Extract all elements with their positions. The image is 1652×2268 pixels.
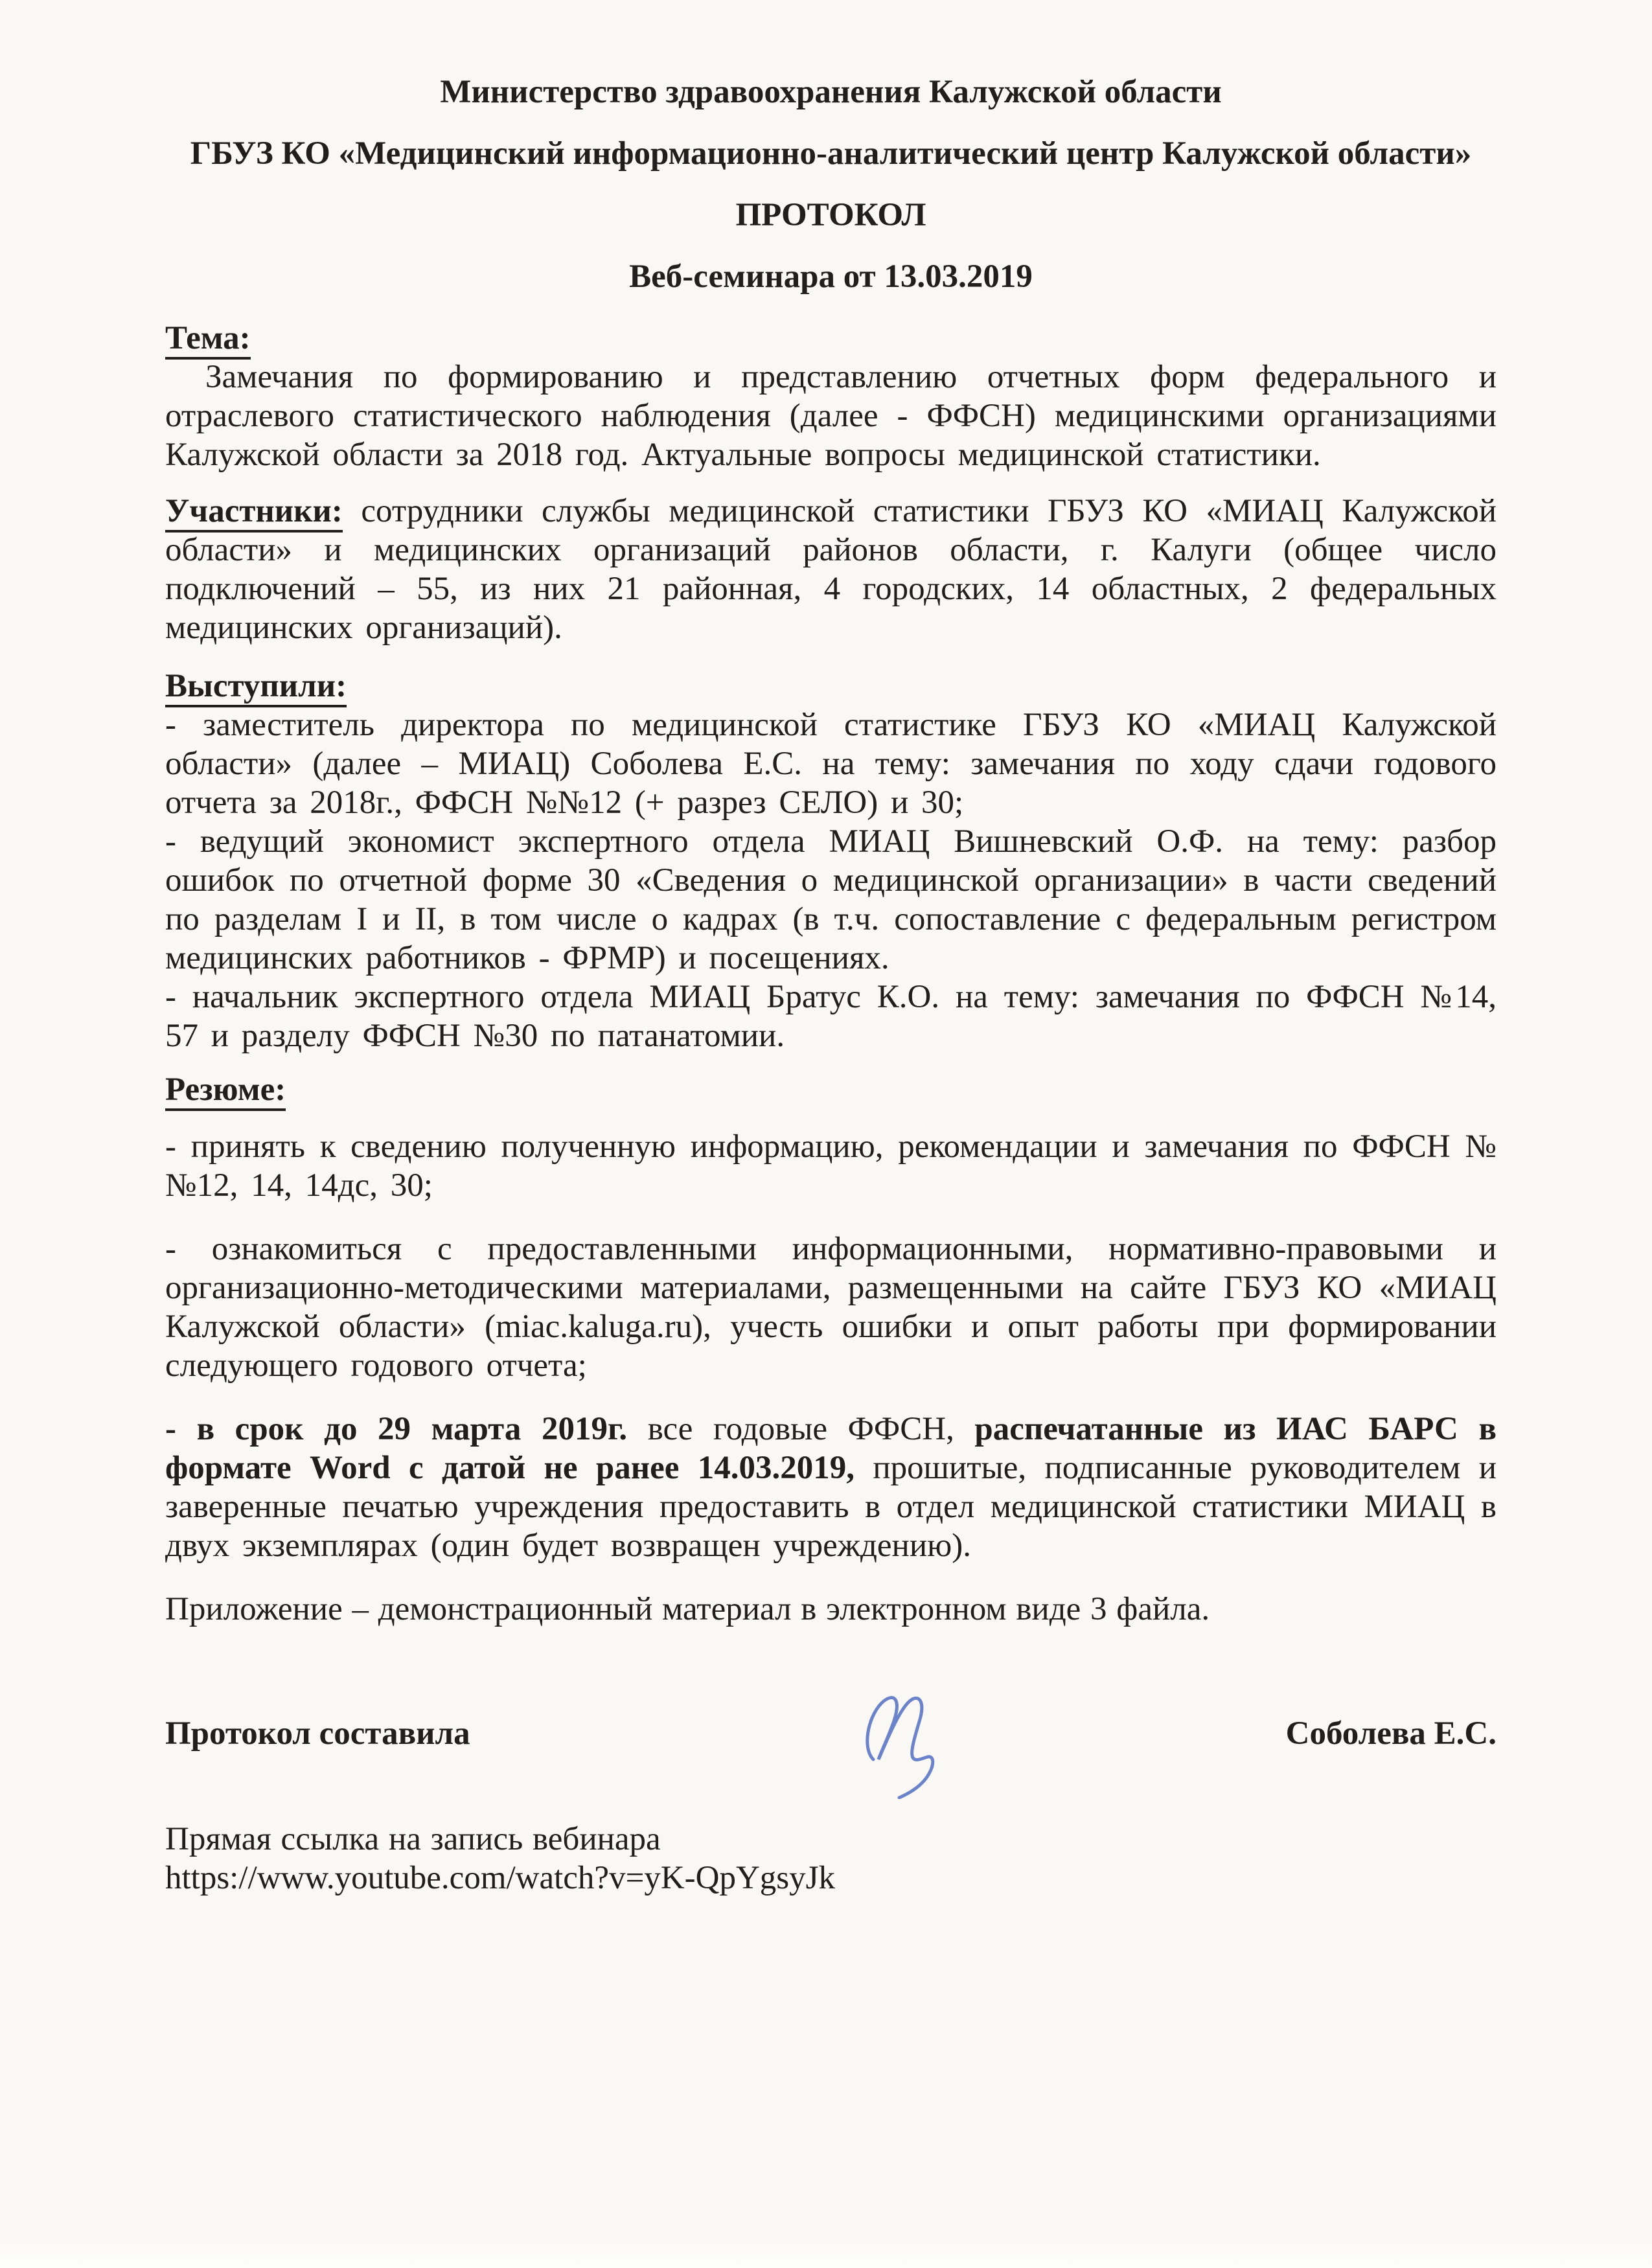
doc-type-title: ПРОТОКОЛ: [735, 197, 926, 233]
format-bold-text: распечатанные из ИАС БАРС в формате Word с датой не ранее 14.03.2019,: [165, 1411, 1497, 1486]
section-heading-rezyume: Резюме:: [165, 1071, 286, 1111]
section-vystupili: [165, 667, 1497, 705]
tema-paragraph: Замечания по формированию и представлению отчетных форм федерального и отраслевого статистического наблюдения (далее - ФФСН) медицинскими организациями Калужской области за 2018 год. Актуальные вопросы медицинской статистики.: [165, 359, 1497, 473]
deadline-bold-text: - в срок до 29 марта 2019г.: [165, 1411, 628, 1447]
speaker-item-3: - начальник экспертного отдела МИАЦ Братус К.О. на тему: замечания по ФФСН №14, 57 и разделу ФФСН №30 по патанатомии.: [165, 979, 1497, 1054]
signature-label: Протокол составила: [165, 1715, 470, 1752]
uchastniki-text: сотрудники службы медицинской статистики ГБУЗ КО «МИАЦ Калужской области» и медицинских организаций районов области, г. Калуги (общее число подключений – 55, из них 21 районная, 4 городских, 14 областных, 2 федеральных медицинских организаций).: [165, 493, 1497, 646]
resolution-item-2: - ознакомиться с предоставленными информационными, нормативно-правовыми и организационно-методическими материалами, размещенными на сайте ГБУЗ КО «МИАЦ Калужской области» (miac.kaluga.ru), учесть ошибки и опыт работы при формировании следующего годового отчета;: [165, 1231, 1497, 1384]
attachment-note: Приложение – демонстрационный материал в электронном виде 3 файла.: [165, 1591, 1210, 1627]
section-tema: [165, 319, 1497, 358]
section-heading-vystupili: Выступили:: [165, 668, 347, 707]
video-link-url: https://www.youtube.com/watch?v=yK-QpYgsyJk: [165, 1860, 835, 1896]
speaker-item-2: - ведущий экономист экспертного отдела МИАЦ Вишневский О.Ф. на тему: разбор ошибок по отчетной форме 30 «Сведения о медицинской организации» в части сведений по разделам I и II, в том числе о кадрах (в т.ч. сопоставление с федеральным регистром медицинских работников - ФРМР) и посещениях.: [165, 823, 1497, 976]
video-link-block: [165, 1820, 1497, 1897]
doc-subtitle: Веб-семинара от 13.03.2019: [629, 258, 1033, 295]
uchastniki-paragraph: [165, 492, 1497, 647]
video-link-label: Прямая ссылка на запись вебинара: [165, 1821, 661, 1857]
section-heading-uchastniki: Участники:: [165, 493, 343, 533]
resolution-item-3: [165, 1410, 1497, 1565]
section-heading-tema: Тема:: [165, 320, 251, 360]
ministry-title: Министерство здравоохранения Калужской области: [440, 74, 1222, 110]
organization-title: ГБУЗ КО «Медицинский информационно-аналитический центр Калужской области»: [190, 135, 1472, 172]
resolution-item-3-text-1: все годовые ФФСН,: [627, 1411, 975, 1447]
handwritten-signature: [862, 1692, 939, 1799]
signature-name: Соболева Е.С.: [1285, 1715, 1497, 1752]
speaker-item-1: - заместитель директора по медицинской статистике ГБУЗ КО «МИАЦ Калужской области» (далее – МИАЦ) Соболева Е.С. на тему: замечания по ходу сдачи годового отчета за 2018г., ФФСН №№12 (+ разрез СЕЛО) и 30;: [165, 707, 1497, 821]
section-rezyume: [165, 1070, 1497, 1109]
resolution-item-1: - принять к сведению полученную информацию, рекомендации и замечания по ФФСН №№12, 14, 14дс, 30;: [165, 1128, 1497, 1204]
resolution-item-3-text-2: прошитые, подписанные руководителем и заверенные печатью учреждения предоставить в отдел медицинской статистики МИАЦ в двух экземплярах (один будет возвращен учреждению).: [165, 1450, 1497, 1564]
signature-row: [165, 1714, 1497, 1753]
